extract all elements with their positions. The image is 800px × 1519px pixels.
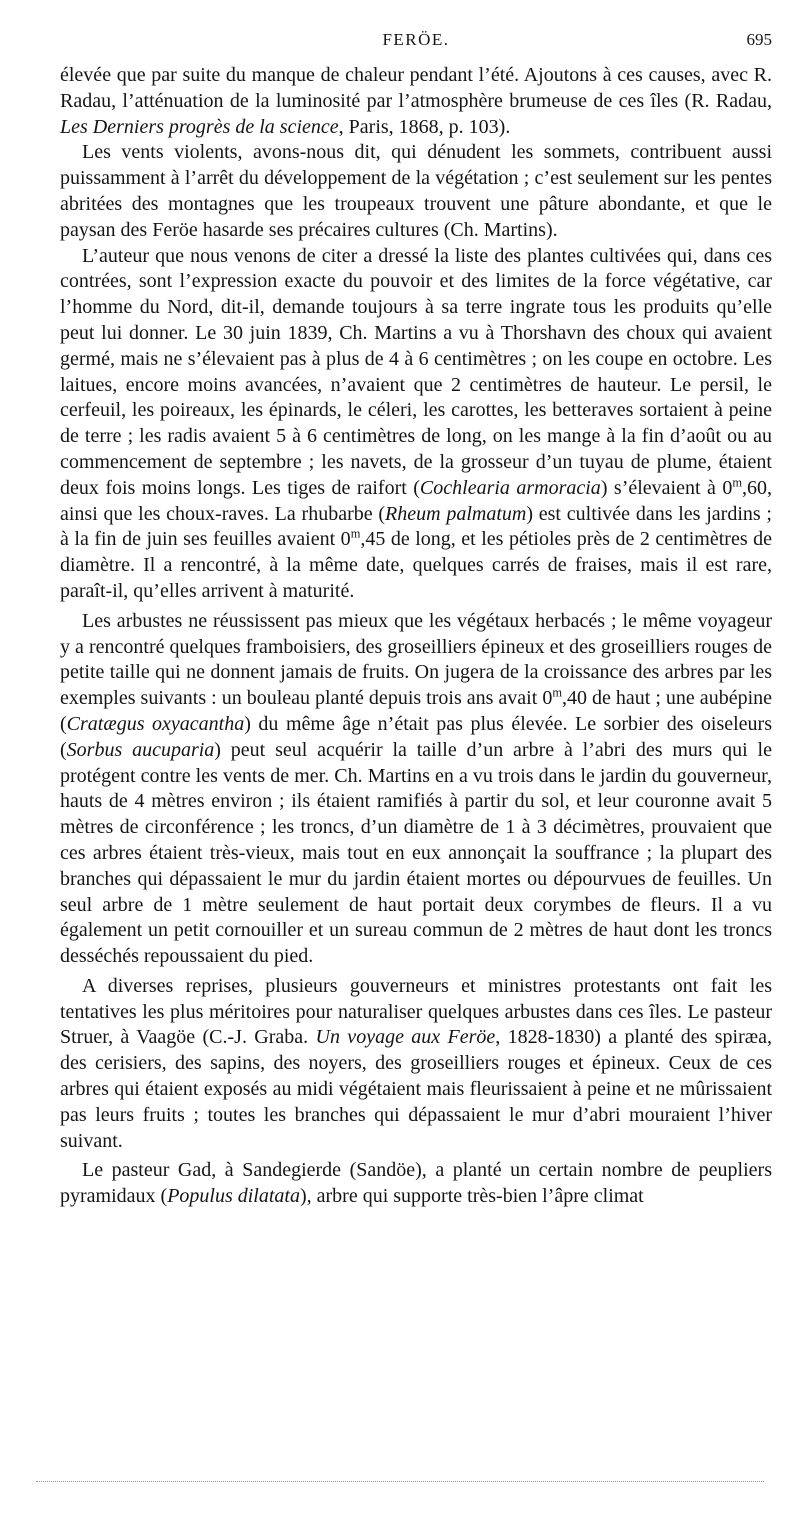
page-header [60,30,772,56]
footer-dotted-rule [36,1481,764,1482]
paragraph [60,609,772,970]
page-number: 695 [746,30,772,49]
text-run: élevée que par suite du manque de chaleur pendant l’été. Ajoutons à ces causes, avec R. Radau, l’atténuation de la luminosité par l’atmosphère brumeuse de ces îles (R. Radau, [60,64,772,112]
text-run: ) du même âge n’était pas plus élevée. Le sorbier des oiseleurs ( [60,712,772,761]
text-run: Les vents violents, avons-nous dit, qui dénudent les sommets, contribuent aussi puissamment à l’arrêt du développement de la végétation ; c’est seulement sur les pentes abritées des montagnes que les troupeaux trouvent une pâture abondante, et que le paysan des Feröe hasarde ses précaires cultures (Ch. Martins). [60,141,772,241]
paragraph [60,974,772,1155]
unit-superscript: m [732,475,742,490]
text-run: L’auteur que nous venons de citer a dressé la liste des plantes cultivées qui, dans ces contrées, sont l’expression exacte du pouvoir et des limites de la force végétative, car l’homme du Nord, dit-il, demande toujours à sa terre ingrate tous les produits qu’elle peut lui donner. Le 30 juin 1839, Ch. Martins a vu à Thorshavn des choux qui avaient germé, mais ne s’élevaient pas à plus de 4 à 6 centimètres ; on les coupe en octobre. Les laitues, encore moins avancées, n’avaient que 2 centimètres de hauteur. Le persil, le cerfeuil, les poireaux, les épinards, le céleri, les carottes, les betteraves sortaient à peine de terre ; les radis avaient 5 à 6 centimètres de long, on les mange à la fin d’août ou au commencement de septembre ; les navets, de la grosseur d’un tuyau de plume, étaient deux fois moins longs. Les tiges de raifort ( [60,244,772,499]
paragraph [60,63,772,140]
italic-term: Cratægus oxyacantha [66,712,245,735]
italic-term: Sorbus aucuparia [66,738,215,761]
paragraph [60,1158,772,1210]
italic-term: Cochlearia armoracia [419,476,601,499]
text-run: ) est cultivée dans les jardins ; à la fin de juin ses feuilles avaient 0 [60,502,772,551]
running-title: FERÖE. [382,30,450,49]
text-run: , Paris, 1868, p. 103). [338,115,511,138]
text-run: ,40 de haut ; une aubépine ( [60,687,772,735]
text-run: Le pasteur Gad, à Sandegierde (Sandöe), a planté un certain nombre de peupliers pyramidaux ( [60,1159,772,1208]
italic-term: Les Derniers progrès de la science [60,115,339,138]
text-run: Les arbustes ne réussissent pas mieux que les végétaux herbacés ; le même voyageur y a rencontré quelques framboisiers, des groseilliers épineux et des groseilliers rouges de petite taille qui ne donnent jamais de fruits. On jugera de la croissance des arbres par les exemples suivants : un bouleau planté depuis trois ans avait 0 [60,609,772,710]
text-run: ,60, ainsi que les choux-raves. La rhubarbe ( [60,476,772,525]
text-run: A diverses reprises, plusieurs gouverneurs et ministres protestants ont fait les tentatives les plus méritoires pour naturaliser quelques arbustes dans ces îles. Le pasteur Struer, à Vaagöe (C.-J. Graba. [60,974,772,1049]
text-run: ) s’élevaient à 0 [600,476,733,499]
body-text [60,63,772,1210]
italic-term: Populus dilatata [167,1185,300,1208]
italic-term: Rheum palmatum [385,502,527,525]
unit-superscript: m [552,685,562,700]
text-run: , 1828-1830) a planté des spiræa, des cerisiers, des sapins, des noyers, des groseilliers rouges et épineux. Ceux de ces arbres qui étaient exposés au midi végétaient mais fleurissaient à peine et ne mûrissaient pas leurs fruits ; toutes les branches qui dépassaient le mur d’abri mouraient l’hiver suivant. [60,1026,772,1152]
italic-term: Un voyage aux Feröe [315,1026,496,1049]
text-run: ), arbre qui supporte très-bien l’âpre climat [299,1185,644,1208]
paragraph [60,244,772,605]
text-run: ,45 de long, et les pétioles près de 2 centimètres de diamètre. Il a rencontré, à la même date, quelques carrés de fraises, mais il est rare, paraît-il, qu’elles arrivent à maturité. [60,528,773,602]
paragraph [60,140,772,243]
unit-superscript: m [350,526,361,541]
text-run: ) peut seul acquérir la taille d’un arbre à l’abri des murs qui le protégent contre les vents de mer. Ch. Martins en a vu trois dans le jardin du gouverneur, hauts de 4 mètres environ ; ils étaient ramifiés à partir du sol, et leur couronne avait 5 mètres de circonférence ; les troncs, d’un diamètre de 1 à 3 décimètres, prouvaient que ces arbres étaient très-vieux, mais tout en eux annonçait la souffrance ; la plupart des branches qui dépassaient le mur du jardin étaient mortes ou dépourvues de feuilles. Un seul arbre de 1 mètre seulement de haut portait deux corymbes de fleurs. Il a vu également un petit cornouiller et un sureau commun de 2 mètres de haut dont les troncs desséchés repoussaient du pied. [60,738,772,968]
